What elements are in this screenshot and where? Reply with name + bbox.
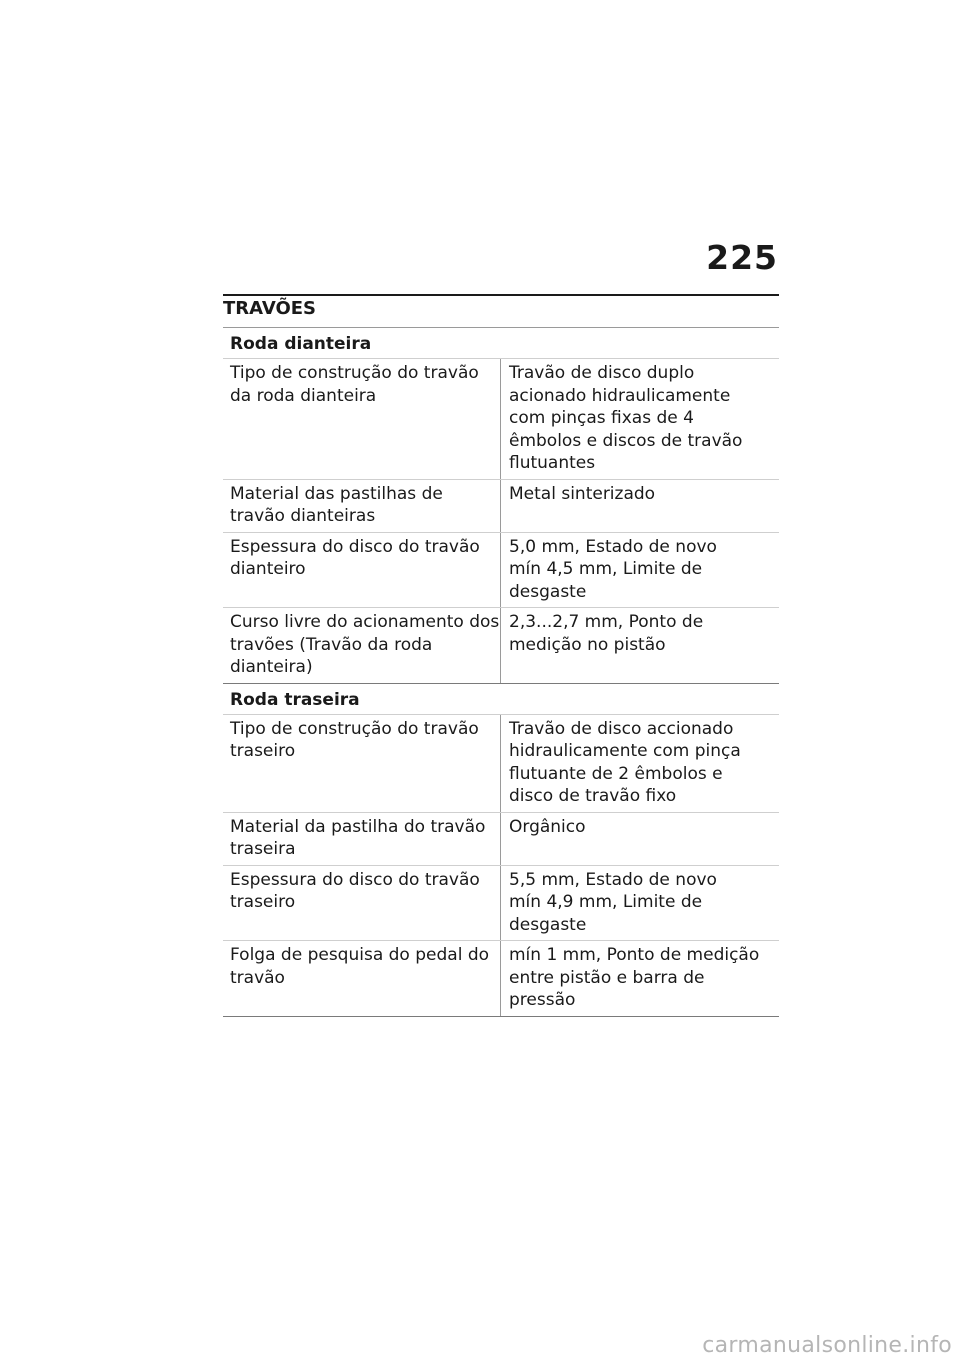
- spec-value: Travão de disco duplo acionado hidraulicamente com pinças fixas de 4 êmbolos e discos de travão flutuantes: [509, 363, 743, 473]
- page-number: 225: [706, 238, 778, 277]
- spec-label: Tipo de construção do travão da roda dianteira: [223, 359, 501, 479]
- group-header-rear-wheel: Roda traseira: [223, 684, 779, 715]
- spec-label: Curso livre do acionamento dos travões (Travão da roda dianteira): [223, 608, 501, 683]
- spec-value: 5,5 mm, Estado de novo mín 4,9 mm, Limite de desgaste: [509, 869, 717, 935]
- spec-value: Metal sinterizado: [509, 483, 656, 504]
- table-row: [223, 715, 779, 813]
- table-row: [223, 533, 779, 609]
- group-header-front-wheel: Roda dianteira: [223, 328, 779, 359]
- spec-label: Folga de pesquisa do pedal do travão: [223, 941, 501, 1016]
- spec-label: Espessura do disco do travão dianteiro: [223, 533, 501, 608]
- spec-label: Tipo de construção do travão traseiro: [223, 715, 501, 812]
- spec-label: Material das pastilhas de travão dianteiras: [223, 480, 501, 532]
- spec-label: Espessura do disco do travão traseiro: [223, 866, 501, 941]
- brakes-spec-table: [223, 327, 779, 1017]
- table-row: [223, 941, 779, 1017]
- table-row: [223, 359, 779, 480]
- watermark-link[interactable]: carmanualsonline.info: [702, 1333, 952, 1358]
- spec-value: Travão de disco accionado hidraulicamente com pinça flutuante de 2 êmbolos e disco de travão fixo: [509, 718, 741, 806]
- table-row: [223, 866, 779, 942]
- spec-value: 5,0 mm, Estado de novo mín 4,5 mm, Limite de desgaste: [509, 536, 717, 602]
- spec-value: Orgânico: [509, 816, 586, 837]
- table-row: [223, 608, 779, 684]
- spec-label: Material da pastilha do travão traseira: [223, 813, 501, 865]
- table-row: [223, 813, 779, 866]
- spec-value: 2,3...2,7 mm, Ponto de medição no pistão: [509, 612, 704, 655]
- section-divider: [223, 294, 779, 296]
- spec-value: mín 1 mm, Ponto de medição entre pistão e barra de pressão: [509, 945, 760, 1010]
- section-title: TRAVÕES: [223, 298, 317, 319]
- table-row: [223, 480, 779, 533]
